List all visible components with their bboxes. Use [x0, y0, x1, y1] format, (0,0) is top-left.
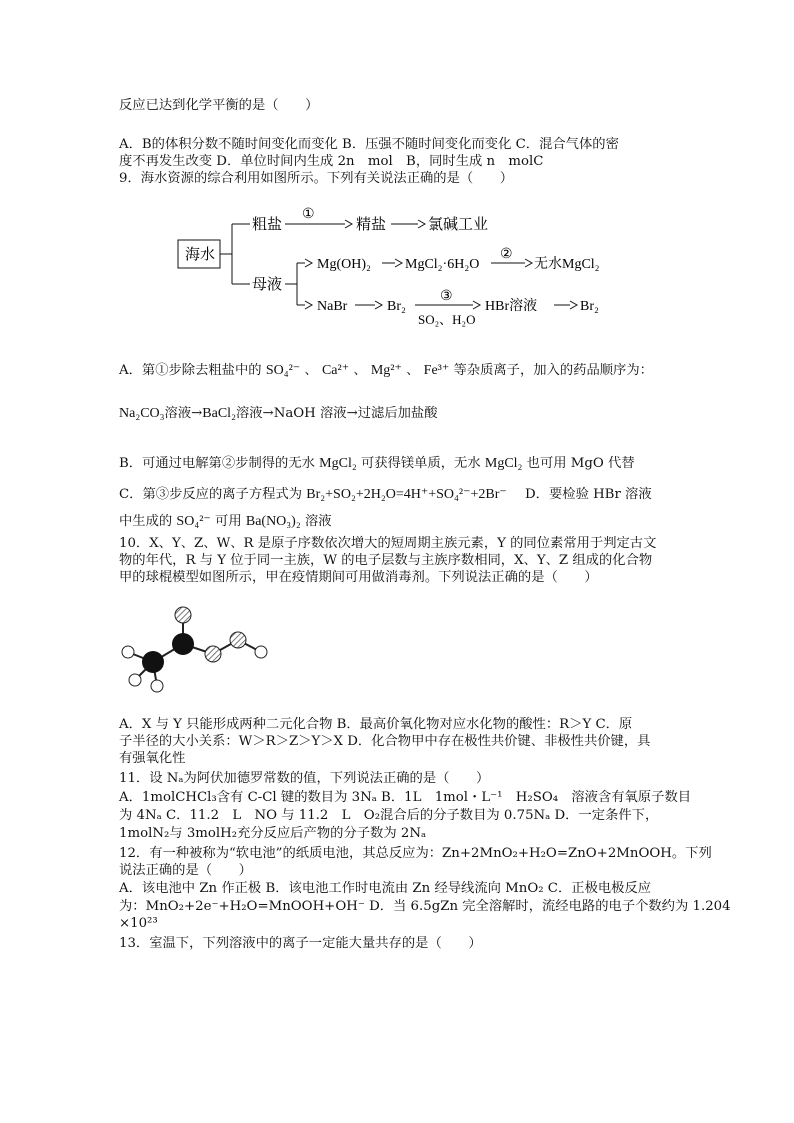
q10-line3: 甲的球棍模型如图所示，甲在疫情期间可用做消毒剂。下列说法正确的是（ ） — [119, 570, 598, 585]
reagent-bacl2: BaCl₂ — [202, 406, 236, 421]
q11-options-line1: A．1molCHCl₃含有 C-Cl 键的数目为 3Nₐ B．1L 1mol・L⁻¹ H₂SO₄ 溶液含有氧原子数目 — [119, 790, 692, 805]
q9-stem: 9．海水资源的综合利用如图所示。下列有关说法正确的是（ ） — [119, 171, 514, 186]
q10-options-line1: A．X 与 Y 只能形成两种二元化合物 B．最高价氧化物对应水化物的酸性：R＞Y C．原 — [119, 717, 633, 732]
q8-stem-end: 反应已达到化学平衡的是（ ） — [119, 98, 319, 113]
q13-stem: 13．室温下，下列溶液中的离子一定能大量共存的是（ ） — [119, 936, 482, 951]
q10-line2: 物的年代，R 与 Y 位于同一主族，W 的电子层数与主族序数相同，X、Y、Z 组成的化合物 — [119, 553, 653, 568]
atom-h3 — [151, 680, 163, 692]
q10-line1: 10．X、Y、Z、W、R 是原子序数依次增大的短周期主族元素，Y 的同位素常用于判定古文 — [119, 536, 657, 551]
reagent-na2co3: Na₂CO₃ — [119, 406, 165, 421]
flow-refined-salt: 精盐 — [356, 217, 387, 233]
q9-optD-post: 溶液 — [304, 514, 332, 529]
q9-optC — [119, 486, 652, 503]
seq-rest: 溶液→NaOH 溶液→过滤后加盐酸 — [235, 406, 438, 421]
q8-options-line1: A．B的体积分数不随时间变化而变化 B．压强不随时间变化而变化 C．混合气体的密 — [119, 137, 619, 152]
flow-mother-liquor: 母液 — [252, 277, 283, 293]
flow-nabr: NaBr — [317, 299, 348, 314]
q9-optB-formula-2: MgCl₂ — [484, 456, 523, 471]
atom-o1 — [175, 607, 191, 623]
flow-step2: ② — [500, 247, 513, 262]
q9-optA-ion-3: Mg²⁺ — [370, 363, 402, 378]
q9-optA-ion-2: Ca²⁺ — [321, 363, 350, 378]
q9-optB — [119, 455, 635, 472]
q9-optB-mid: 可获得镁单质，无水 — [360, 456, 481, 471]
flow-br2-a: Br₂ — [387, 299, 406, 314]
atom-c1 — [142, 651, 164, 673]
q9-optD-line2 — [119, 513, 332, 530]
flow-step1: ① — [302, 207, 315, 222]
q9-optA-sequence — [119, 405, 438, 422]
atom-o3 — [230, 632, 246, 648]
flow-hbr-solution: HBr溶液 — [485, 299, 538, 314]
q9-optB-formula-1: MgCl₂ — [319, 456, 357, 471]
flow-step3-reagents: SO₂、H₂O — [418, 312, 476, 327]
atom-c2 — [172, 633, 194, 655]
seq-solution-1: 溶液→ — [164, 406, 203, 421]
q9-optA-line1 — [119, 362, 653, 379]
flow-chlor-alkali: 氯碱工业 — [428, 217, 489, 233]
q12-options-line2: 为：MnO₂+2e⁻+H₂O=MnOOH+OH⁻ D．当 6.5gZn 完全溶解时，流经电路的电子个数约为 1.204 — [119, 899, 731, 914]
q12-line1: 12．有一种被称为“软电池”的纸质电池，其总反应为：Zn+2MnO₂+H₂O=ZnO+2MnOOH。下列 — [119, 846, 712, 861]
q9-optA-ion-4: Fe³⁺ — [423, 363, 450, 378]
q9-optA-pre: A．第①步除去粗盐中的 — [119, 363, 262, 378]
q9-optA-ion-1: SO₄²⁻ — [265, 363, 301, 378]
seawater-flow-diagram — [170, 200, 610, 330]
q9-optA-sep-1: 、 — [304, 363, 318, 378]
flow-seawater: 海水 — [185, 247, 216, 263]
atom-h2 — [129, 674, 141, 686]
flow-mgoh2: Mg(OH)₂ — [317, 257, 371, 272]
q9-optD-pre: D．要检验 HBr 溶液 — [525, 487, 652, 502]
q9-optD-line2-pre: 中生成的 — [119, 514, 173, 529]
q10-options-line3: 有强氧化性 — [119, 751, 186, 766]
flow-crude-salt: 粗盐 — [252, 217, 283, 233]
q9-optB-post: 也可用 MgO 代替 — [526, 456, 635, 471]
q8-options-line2: 度不再发生改变 D．单位时间内生成 2n mol B，同时生成 n molC — [119, 154, 544, 169]
atom-h4 — [255, 646, 267, 658]
flow-step3: ③ — [440, 289, 453, 304]
q9-optD-mid: 可用 — [215, 514, 242, 529]
q12-options-line3: ×10²³ — [119, 916, 158, 931]
q9-optA-sep-2: 、 — [353, 363, 367, 378]
q9-optC-equation: Br₂+SO₂+2H₂O=4H⁺+SO₄²⁻+2Br⁻ — [306, 487, 507, 502]
q9-optA-post: 等杂质离子，加入的药品顺序为： — [453, 363, 653, 378]
q9-optC-pre: C．第③步反应的离子方程式为 — [119, 487, 303, 502]
q9-optA-sep-3: 、 — [406, 363, 420, 378]
flow-mgcl2-hydrate: MgCl₂·6H₂O — [405, 257, 480, 272]
flow-br2-b: Br₂ — [580, 299, 599, 314]
q9-optD-ion: SO₄²⁻ — [176, 514, 211, 529]
q9-optB-pre: B．可通过电解第②步制得的无水 — [119, 456, 315, 471]
q9-optD-reagent: Ba(NO₃)₂ — [245, 514, 301, 529]
flow-anhydrous-mgcl2: 无水MgCl₂ — [534, 257, 600, 272]
q11-stem: 11．设 Nₐ为阿伏加德罗常数的值，下列说法正确的是（ ） — [119, 771, 490, 786]
q11-options-line3: 1molN₂与 3molH₂充分反应后产物的分子数为 2Nₐ — [119, 826, 427, 841]
q11-options-line2: 为 4Nₐ C．11.2 L NO 与 11.2 L O₂混合后的分子数目为 0.75Nₐ D．一定条件下， — [119, 808, 659, 823]
q10-options-line2: 子半径的大小关系：W＞R＞Z＞Y＞X D．化合物甲中存在极性共价键、非极性共价键，具 — [119, 734, 651, 749]
atom-h1 — [122, 646, 134, 658]
atom-o2 — [205, 646, 221, 662]
q12-options-line1: A．该电池中 Zn 作正极 B．该电池工作时电流由 Zn 经导线流向 MnO₂ C．正极电极反应 — [119, 881, 652, 896]
ball-stick-model — [115, 600, 275, 695]
q12-line2: 说法正确的是（ ） — [119, 863, 252, 878]
